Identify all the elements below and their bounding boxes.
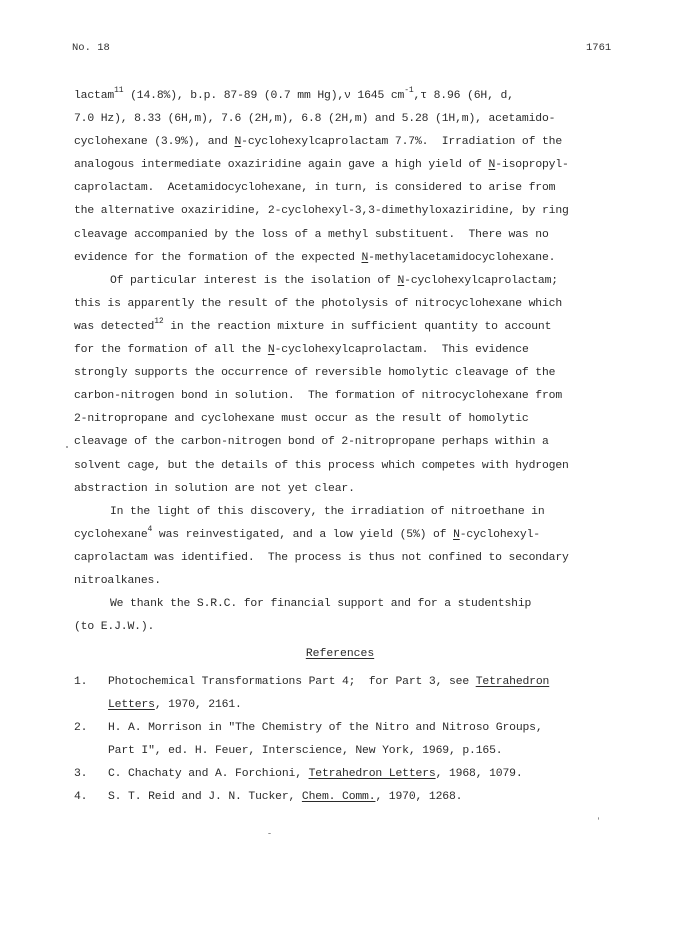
text-line: for the formation of all the N-cyclohexylcaprolactam. This evidence [74,344,529,357]
text-line: lactam$^{11}$ (14.8%), b.p. 87-89 (0.7 mm Hg),ν 1645 $cm^{-1},\tau$ 8.96 (6H, d, [74,86,514,102]
text-line: cleavage of the carbon-nitrogen bond of 2-nitropropane perhaps within a [74,436,549,449]
scan-speck [66,446,68,448]
reference-item: 3. C. Chachaty and A. Forchioni, Tetrahedron Letters, 1968, 1079. [74,768,523,781]
text-line: We thank the S.R.C. for financial support and for a studentship [110,598,532,611]
text-line: solvent cage, but the details of this process which competes with hydrogen [74,459,569,472]
text-line: (to E.J.W.). [74,621,155,634]
scan-speck [598,817,599,820]
text-line: the alternative oxaziridine, 2-cyclohexyl-3,3-dimethyloxaziridine, by ring [74,205,569,218]
reference-item: 2. H. A. Morrison in "The Chemistry of the Nitro and Nitroso Groups, Part I", ed. H. Feuer, Interscience, New York, 1969, p.165. [74,722,543,758]
text-line: carbon-nitrogen bond in solution. The formation of nitrocyclohexane from [74,390,563,403]
reference-list [74,671,594,810]
article-body [74,85,594,639]
text-line: was detected$^{12}$ in the reaction mixture in sufficient quantity to account [74,316,552,333]
page-number: 1761 [586,42,612,54]
text-line: Of particular interest is the isolation of N-cyclohexylcaprolactam; [110,274,558,287]
scan-speck [268,833,271,834]
text-line: cyclohexane$^4$ was reinvestigated, and a low yield (5%) of N-cyclohexyl- [74,524,540,541]
text-line: 2-nitropropane and cyclohexane must occur as the result of homolytic [74,413,529,426]
references-heading: References [305,648,375,660]
reference-item: 1. Photochemical Transformations Part 4; for Part 3, see Tetrahedron Letters, 1970, 2161. [74,676,550,712]
text-line: strongly supports the occurrence of reversible homolytic cleavage of the [74,367,556,380]
reference-item: 4. S. T. Reid and J. N. Tucker, Chem. Comm., 1970, 1268. [74,791,463,804]
text-line: caprolactam was identified. The process is thus not confined to secondary [74,551,569,564]
journal-issue-number: No. 18 [72,42,110,54]
text-line: evidence for the formation of the expected N-methylacetamidocyclohexane. [74,251,556,264]
text-line: 7.0 Hz), 8.33 (6H,m), 7.6 (2H,m), 6.8 (2H,m) and 5.28 (1H,m), acetamido- [74,113,556,126]
text-line: analogous intermediate oxaziridine again gave a high yield of N-isopropyl- [74,159,569,172]
text-line: this is apparently the result of the photolysis of nitrocyclohexane which [74,297,563,310]
text-line: abstraction in solution are not yet clear. [74,482,355,495]
text-line: nitroalkanes. [74,574,161,587]
text-line: cleavage accompanied by the loss of a methyl substituent. There was no [74,228,549,241]
text-line: caprolactam. Acetamidocyclohexane, in turn, is considered to arise from [74,182,556,195]
text-line: In the light of this discovery, the irradiation of nitroethane in [110,505,545,518]
text-line: cyclohexane (3.9%), and N-cyclohexylcaprolactam 7.7%. Irradiation of the [74,136,563,149]
